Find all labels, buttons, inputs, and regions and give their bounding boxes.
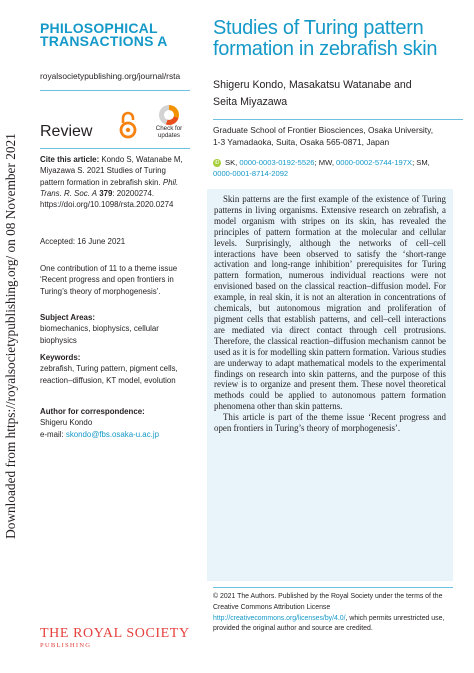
keywords (40, 352, 192, 386)
affiliation (213, 125, 463, 148)
theme-issue-contribution: One contribution of 11 to a theme issue ‘Recent progress and open frontiers in Turing’s theory of morphogenesis’. (40, 264, 178, 296)
affiliation-line2: 1-3 Yamadaoka, Suita, Osaka 565-0871, Japan (213, 136, 390, 147)
article-title: Studies of Turing pattern formation in zebrafish skin (213, 17, 438, 60)
cite-volume: 379 (97, 188, 113, 198)
license-text-a: © 2021 The Authors. Published by the Royal Society under the terms of the Creative Commons Attribution License (213, 593, 443, 611)
journal-url[interactable]: royalsocietypublishing.org/journal/rsta (40, 71, 181, 81)
article-type: Review (40, 123, 93, 140)
orcid-sep-1: ; MW, (314, 158, 337, 167)
orcid-link-1[interactable]: 0000-0003-0192-5526 (239, 158, 315, 167)
subject-heading: Subject Areas: (40, 313, 95, 322)
check-updates-icon (159, 105, 179, 125)
orcid-text: SK, (225, 158, 240, 167)
affiliation-line1: Graduate School of Frontier Biosciences, Osaka University, (213, 125, 434, 135)
email-link[interactable]: skondo@fbs.osaka-u.ac.jp (65, 429, 159, 439)
check-for-updates-badge[interactable] (151, 105, 187, 141)
keywords-heading: Keywords: (40, 353, 81, 362)
cite-text-b: : 20200274. (112, 188, 155, 198)
abstract (214, 194, 446, 434)
orcid-link-3[interactable]: 0000-0001-8714-2092 (213, 169, 289, 179)
license-link[interactable]: http://creativecommons.org/licenses/by/4.0/ (213, 614, 346, 622)
authors (213, 77, 463, 110)
orcid-block (213, 157, 463, 180)
cite-text-a: Kondo S, Watanabe M, Miyazawa S. 2021 Studies of Turing pattern formation in zebrafish skin. (40, 155, 183, 187)
accepted-date: Accepted: 16 June 2021 (40, 237, 126, 246)
check-updates-line2: updates (157, 131, 181, 139)
orcid-link-2[interactable]: 0000-0002-5744-197X (336, 158, 413, 167)
divider (40, 148, 190, 149)
royal-society-logo (40, 626, 190, 649)
keywords-text: zebrafish, Turing pattern, pigment cells, reaction–diffusion, KT model, evolution (40, 364, 178, 385)
license-block (213, 592, 453, 635)
correspondence-heading: Author for correspondence: (40, 407, 145, 416)
orcid-sep-2: ; SM, (412, 158, 430, 167)
download-note-text: Downloaded from https://royalsocietypublishing.org/ on 08 November 2021 (3, 133, 18, 539)
journal-name-line2: TRANSACTIONS A (40, 33, 168, 49)
email-label: e-mail: (40, 429, 66, 439)
journal-name-line1: PHILOSOPHICAL (40, 20, 158, 36)
journal-name (40, 22, 200, 48)
cite-label: Cite this article: (40, 155, 100, 164)
side-download-note (0, 0, 22, 673)
authors-line1: Shigeru Kondo, Masakatsu Watanabe and (213, 79, 412, 91)
correspondence-name: Shigeru Kondo (40, 418, 93, 428)
check-updates-line1: Check for (155, 125, 183, 132)
correspondence-block (40, 406, 192, 440)
subject-areas (40, 312, 192, 346)
divider (213, 119, 463, 120)
license-text-b: , which permits unrestricted use, provided the original author and source are credited. (213, 614, 445, 633)
authors-line2: Seita Miyazawa (213, 95, 288, 108)
orcid-icon: iD (214, 160, 220, 166)
subject-text: biomechanics, biophysics, cellular biophysics (40, 324, 159, 345)
abstract-paragraph-1: Skin patterns are the first example of the existence of Turing patterns in living organisms. Extensive research on zebrafish, a model organism with stripes on its skin, has revealed the principles of pattern formation at the molecular and cellular levels. Surprisingly, although the networks of cell–cell interactions have been observed to satisfy the ‘short-range activation and long-range inhibition’ prerequisites for Turing pattern formation, numerous individual reactions were not envisioned based on the classical reaction–diffusion model. For example, in real skin, it is not an alteration in concentrations of chemicals, but autonomous migration and proliferation of pigment cells that establish patterns, and cell–cell interactions are mediated via direct contact through cell protrusions. Therefore, the classical reaction–diffusion mechanism cannot be used as it is for modelling skin pattern formation. Various studies are underway to adapt mathematical models to the experimental findings on research into skin patterns, and the purpose of this review is to organize and present them. These novel theoretical methods could be applied to autonomous pattern formation phenomena other than skin patterns. (214, 194, 446, 412)
cite-doi-link[interactable]: https://doi.org/10.1098/rsta.2020.0274 (40, 200, 174, 210)
open-access-lock-icon[interactable] (118, 111, 138, 139)
abstract-paragraph-2: This article is part of the theme issue ‘Recent progress and open frontiers in Turing’s theory of morphogenesis’. (214, 412, 446, 434)
cite-journal: Phil. Trans. R. Soc. A (40, 177, 179, 198)
citation-block (40, 154, 192, 210)
publisher-sub: PUBLISHING (40, 642, 92, 649)
divider (213, 587, 453, 588)
publisher-name: THE ROYAL SOCIETY (40, 626, 190, 641)
divider (40, 90, 190, 91)
